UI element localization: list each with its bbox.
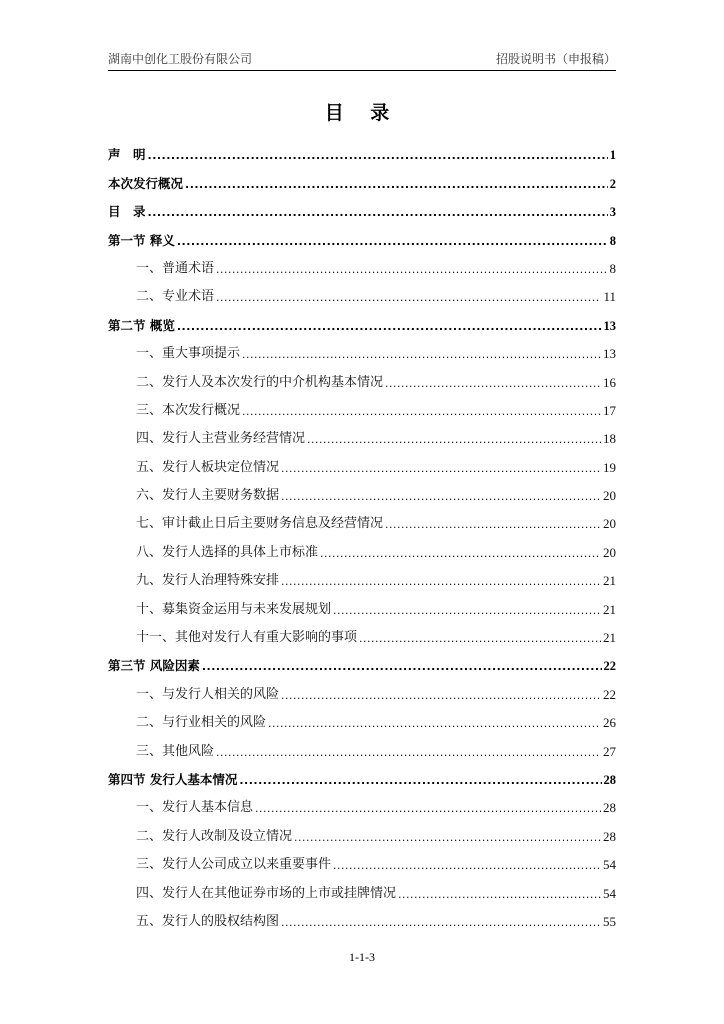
toc-subsection-entry[interactable] [108,337,616,365]
toc-section-entry[interactable] [108,195,616,223]
toc-entry-label: 三、本次发行概况 [136,402,241,418]
table-of-contents [108,138,616,933]
toc-entry-page: 13 [603,318,616,333]
toc-section-entry[interactable] [108,166,616,194]
toc-entry-page: 1 [609,148,616,163]
toc-subsection-entry[interactable] [108,905,616,933]
toc-dot-leader [242,405,601,419]
toc-entry-page: 21 [603,573,616,589]
toc-dot-leader [148,149,608,163]
toc-subsection-entry[interactable] [108,394,616,422]
toc-entry-label: 三、发行人公司成立以来重要事件 [136,857,332,873]
toc-entry-label: 一、与发行人相关的风险 [136,686,280,702]
toc-dot-leader [216,291,601,305]
toc-dot-leader [294,831,601,845]
toc-subsection-entry[interactable] [108,819,616,847]
toc-entry-label: 声 明 [108,147,146,163]
toc-entry-page: 8 [609,260,616,276]
toc-entry-label: 一、重大事项提示 [136,346,241,362]
toc-subsection-entry[interactable] [108,848,616,876]
toc-entry-label: 本次发行概况 [108,175,184,191]
toc-dot-leader [307,433,601,447]
toc-dot-leader [320,547,601,561]
toc-entry-label: 第一节 释义 [108,232,175,248]
toc-dot-leader [255,802,601,816]
toc-entry-page: 8 [609,233,616,248]
toc-dot-leader [333,604,601,618]
toc-section-entry[interactable] [108,763,616,791]
toc-entry-page: 16 [603,374,616,390]
toc-entry-label: 十一、其他对发行人有重大影响的事项 [136,630,358,646]
toc-dot-leader [177,320,602,334]
page-number: 1-1-3 [349,950,375,964]
toc-subsection-entry[interactable] [108,479,616,507]
toc-subsection-entry[interactable] [108,252,616,280]
toc-dot-leader [281,490,601,504]
header-doc-type: 招股说明书（申报稿） [495,52,616,66]
toc-entry-page: 28 [603,800,616,816]
header-company: 湖南中创化工股份有限公司 [108,52,253,66]
toc-subsection-entry[interactable] [108,592,616,620]
toc-entry-page: 17 [603,402,616,418]
toc-entry-label: 三、其他风险 [136,743,215,759]
toc-dot-leader [281,916,601,930]
toc-subsection-entry[interactable] [108,677,616,705]
toc-entry-page: 22 [603,659,616,674]
toc-subsection-entry[interactable] [108,791,616,819]
toc-dot-leader [177,235,608,249]
toc-section-entry[interactable] [108,649,616,677]
toc-dot-leader [281,689,601,703]
toc-entry-page: 22 [603,686,616,702]
toc-entry-label: 九、发行人治理特殊安排 [136,573,280,589]
toc-dot-leader [385,377,601,391]
toc-dot-leader [148,206,608,220]
toc-section-entry[interactable] [108,223,616,251]
toc-entry-label: 二、发行人及本次发行的中介机构基本情况 [136,374,384,390]
toc-dot-leader [333,859,601,873]
toc-entry-label: 二、专业术语 [136,289,215,305]
toc-subsection-entry[interactable] [108,564,616,592]
toc-dot-leader [239,774,601,788]
toc-section-entry[interactable] [108,308,616,336]
toc-entry-label: 二、与行业相关的风险 [136,715,267,731]
toc-entry-page: 28 [603,772,616,787]
toc-entry-page: 18 [603,431,616,447]
toc-entry-page: 27 [603,743,616,759]
toc-entry-page: 55 [603,913,616,929]
toc-entry-label: 第三节 风险因素 [108,658,200,674]
toc-dot-leader [185,178,608,192]
toc-section-entry[interactable] [108,138,616,166]
toc-entry-label: 四、发行人主营业务经营情况 [136,431,306,447]
toc-entry-label: 第四节 发行人基本情况 [108,771,238,787]
toc-subsection-entry[interactable] [108,621,616,649]
toc-entry-page: 26 [603,715,616,731]
toc-entry-page: 21 [603,601,616,617]
toc-entry-label: 八、发行人选择的具体上市标准 [136,544,319,560]
toc-subsection-entry[interactable] [108,450,616,478]
toc-dot-leader [398,888,601,902]
toc-dot-leader [216,263,607,277]
toc-entry-label: 一、发行人基本信息 [136,800,254,816]
toc-entry-page: 20 [603,488,616,504]
header-divider [108,70,616,71]
toc-dot-leader [359,632,601,646]
toc-entry-page: 11 [603,289,616,305]
toc-subsection-entry[interactable] [108,535,616,563]
toc-entry-label: 五、发行人板块定位情况 [136,459,280,475]
toc-dot-leader [268,717,601,731]
toc-dot-leader [216,746,601,760]
page-header [108,50,616,68]
toc-subsection-entry[interactable] [108,422,616,450]
toc-entry-page: 28 [603,828,616,844]
toc-dot-leader [385,518,601,532]
toc-subsection-entry[interactable] [108,507,616,535]
toc-entry-page: 3 [609,205,616,220]
toc-subsection-entry[interactable] [108,876,616,904]
toc-entry-page: 21 [603,630,616,646]
toc-entry-label: 一、普通术语 [136,260,215,276]
toc-entry-page: 2 [609,176,616,191]
toc-subsection-entry[interactable] [108,365,616,393]
toc-entry-label: 五、发行人的股权结构图 [136,913,280,929]
toc-dot-leader [242,348,601,362]
toc-entry-label: 四、发行人在其他证券市场的上市或挂牌情况 [136,885,397,901]
page-title: 目 录 [324,102,400,124]
toc-entry-page: 20 [603,544,616,560]
toc-entry-label: 目 录 [108,204,146,220]
toc-subsection-entry[interactable] [108,280,616,308]
toc-dot-leader [202,660,602,674]
toc-entry-label: 十、募集资金运用与未来发展规划 [136,601,332,617]
toc-entry-page: 13 [603,346,616,362]
toc-entry-page: 54 [603,857,616,873]
toc-entry-label: 七、审计截止日后主要财务信息及经营情况 [136,516,384,532]
toc-subsection-entry[interactable] [108,706,616,734]
toc-entry-page: 20 [603,516,616,532]
toc-subsection-entry[interactable] [108,734,616,762]
toc-entry-page: 54 [603,885,616,901]
toc-dot-leader [281,575,601,589]
toc-entry-label: 六、发行人主要财务数据 [136,488,280,504]
toc-entry-page: 19 [603,459,616,475]
toc-entry-label: 第二节 概览 [108,317,175,333]
toc-dot-leader [281,462,601,476]
toc-entry-label: 二、发行人改制及设立情况 [136,828,293,844]
